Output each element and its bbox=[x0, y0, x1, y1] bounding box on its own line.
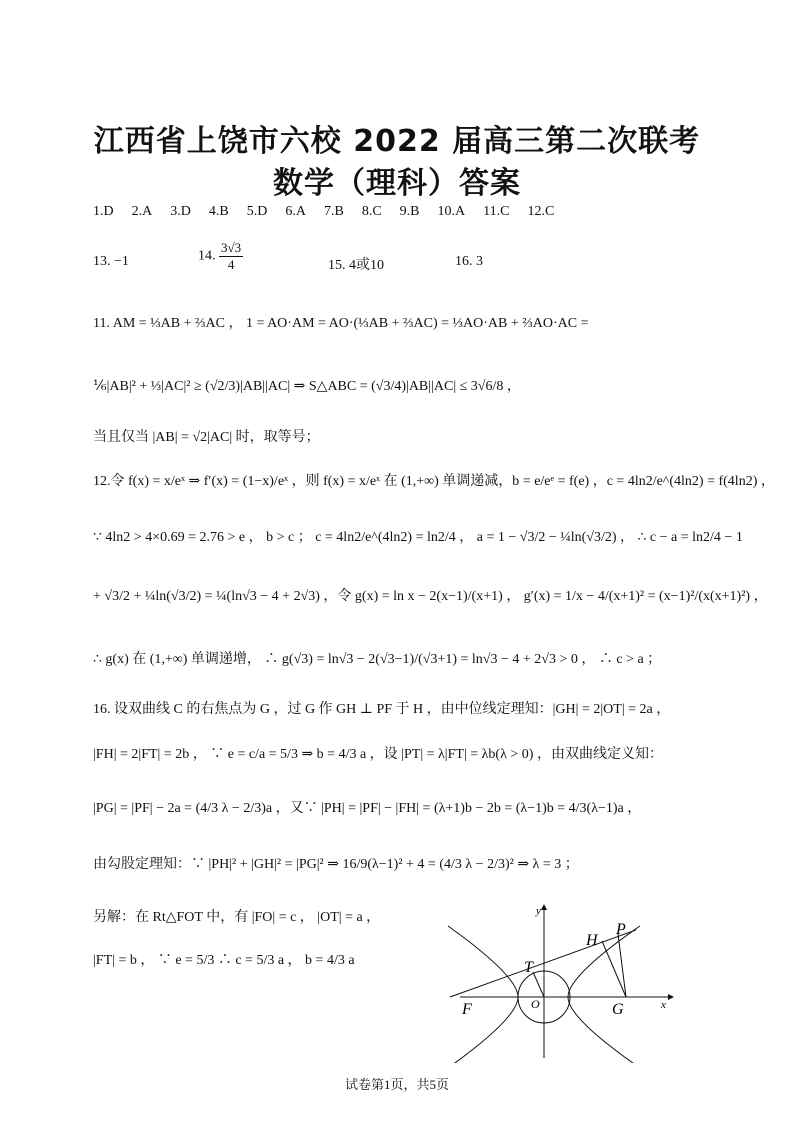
label-F: F bbox=[462, 1001, 472, 1018]
choice-answer: 4.B bbox=[208, 204, 229, 219]
choice-answer: 12.C bbox=[527, 204, 555, 219]
answer-14-fraction bbox=[219, 240, 243, 273]
alternative-solution-line-2: |FT| = b ， ∵ e = 5/3 ∴ c = 5/3 a ， b = 4/3 a bbox=[93, 953, 355, 968]
choice-answer: 7.B bbox=[323, 204, 344, 219]
label-P: P bbox=[616, 921, 626, 938]
answer-14-denominator: 4 bbox=[227, 257, 235, 272]
answer-14-label: 14. bbox=[198, 248, 216, 264]
label-T: T bbox=[524, 959, 533, 976]
choice-answer: 8.C bbox=[361, 204, 382, 219]
solution-12-line-4: ∴ g(x) 在 (1,+∞) 单调递增， ∴ g(√3) = ln√3 − 2(√3−1)/(√3+1) = ln√3 − 4 + 2√3 > 0 ， ∴ c > a ； bbox=[93, 652, 662, 667]
answer-15: 15. 4或10 bbox=[328, 258, 384, 273]
choice-answer: 6.A bbox=[285, 204, 306, 219]
y-axis-label: y bbox=[536, 905, 541, 917]
y-axis-arrow bbox=[541, 904, 547, 910]
choice-answer: 3.D bbox=[170, 204, 191, 219]
page-title: 江西省上饶市六校 2022 届高三第二次联考 bbox=[93, 124, 701, 159]
x-axis-arrow bbox=[668, 994, 674, 1000]
hyperbola-left-branch bbox=[448, 926, 518, 1063]
solution-11-line-3: 当且仅当 |AB| = √2|AC| 时，取等号； bbox=[93, 430, 320, 445]
segment-OT bbox=[533, 972, 544, 997]
solution-16-line-3: |PG| = |PF| − 2a = (4/3 λ − 2/3)a ，又∵ |PH| = |PF| − |FH| = (λ+1)b − 2b = (λ−1)b = 4/3(λ−1)a ， bbox=[93, 801, 642, 816]
fill-answers bbox=[93, 240, 693, 280]
solution-16-line-4: 由勾股定理知：∵ |PH|² + |GH|² = |PG|² ⇒ 16/9(λ−1)² + 4 = (4/3 λ − 2/3)² ⇒ λ = 3 ； bbox=[93, 857, 579, 872]
solution-12-line-1: 12.令 f(x) = x/eˣ ⇒ f′(x) = (1−x)/eˣ ，则 f(x) = x/eˣ 在 (1,+∞) 单调递减，b = e/eᵉ = f(e) ，c = 4ln2/e^(4ln2) = f(4ln2) ， bbox=[93, 474, 775, 489]
choice-answers bbox=[93, 204, 572, 220]
label-G: G bbox=[612, 1001, 624, 1018]
choice-answer: 9.B bbox=[399, 204, 420, 219]
page-subtitle: 数学（理科）答案 bbox=[273, 166, 521, 201]
tangent-line-FP bbox=[450, 930, 636, 997]
solution-16-line-2: |FH| = 2|FT| = 2b ， ∵ e = c/a = 5/3 ⇒ b = 4/3 a ，设 |PT| = λ|FT| = λb(λ > 0) ，由双曲线定义知： bbox=[93, 747, 663, 762]
solution-11-line-1: 11. AM = ⅓AB + ⅔AC ， 1 = AO·AM = AO·(⅓AB + ⅔AC) = ⅓AO·AB + ⅔AO·AC = bbox=[93, 316, 589, 331]
answer-13: 13. −1 bbox=[93, 254, 129, 269]
page-footer: 试卷第1页，共5页 bbox=[344, 1077, 449, 1092]
choice-answer: 1.D bbox=[93, 204, 114, 219]
choice-answer: 11.C bbox=[483, 204, 510, 219]
answer-14-numerator: 3√3 bbox=[221, 240, 242, 255]
solution-11-line-2: ⅙|AB|² + ⅓|AC|² ≥ (√2/3)|AB||AC| ⇒ S△ABC = (√3/4)|AB||AC| ≤ 3√6/8 ， bbox=[93, 379, 521, 394]
x-axis-label: x bbox=[661, 999, 666, 1011]
alternative-solution-line-1: 另解：在 Rt△FOT 中，有 |FO| = c ， |OT| = a ， bbox=[93, 910, 381, 925]
choice-answer: 10.A bbox=[437, 204, 466, 219]
answer-14 bbox=[198, 240, 243, 273]
choice-answer: 5.D bbox=[246, 204, 268, 219]
choice-answer: 2.A bbox=[131, 204, 153, 219]
answer-16: 16. 3 bbox=[455, 254, 483, 269]
solution-16-line-1: 16. 设双曲线 C 的右焦点为 G ，过 G 作 GH ⊥ PF 于 H ，由中位线定理知：|GH| = 2|OT| = 2a ， bbox=[93, 702, 671, 717]
label-H: H bbox=[586, 932, 598, 949]
hyperbola-figure bbox=[440, 898, 680, 1063]
solution-12-line-3: + √3/2 + ¼ln(√3/2) = ¼(ln√3 − 4 + 2√3) ，令 g(x) = ln x − 2(x−1)/(x+1) ， g′(x) = 1/x − 4/(x+1)² = (x−1)²/(x(x+1)²) ， bbox=[93, 589, 768, 604]
solution-12-line-2: ∵ 4ln2 > 4×0.69 = 2.76 > e ， b > c ； c = 4ln2/e^(4ln2) = ln2/4 ， a = 1 − √3/2 − ¼ln(√3/2) ， ∴ c − a = ln2/4 − 1 bbox=[93, 530, 743, 545]
label-O: O bbox=[531, 997, 540, 1011]
